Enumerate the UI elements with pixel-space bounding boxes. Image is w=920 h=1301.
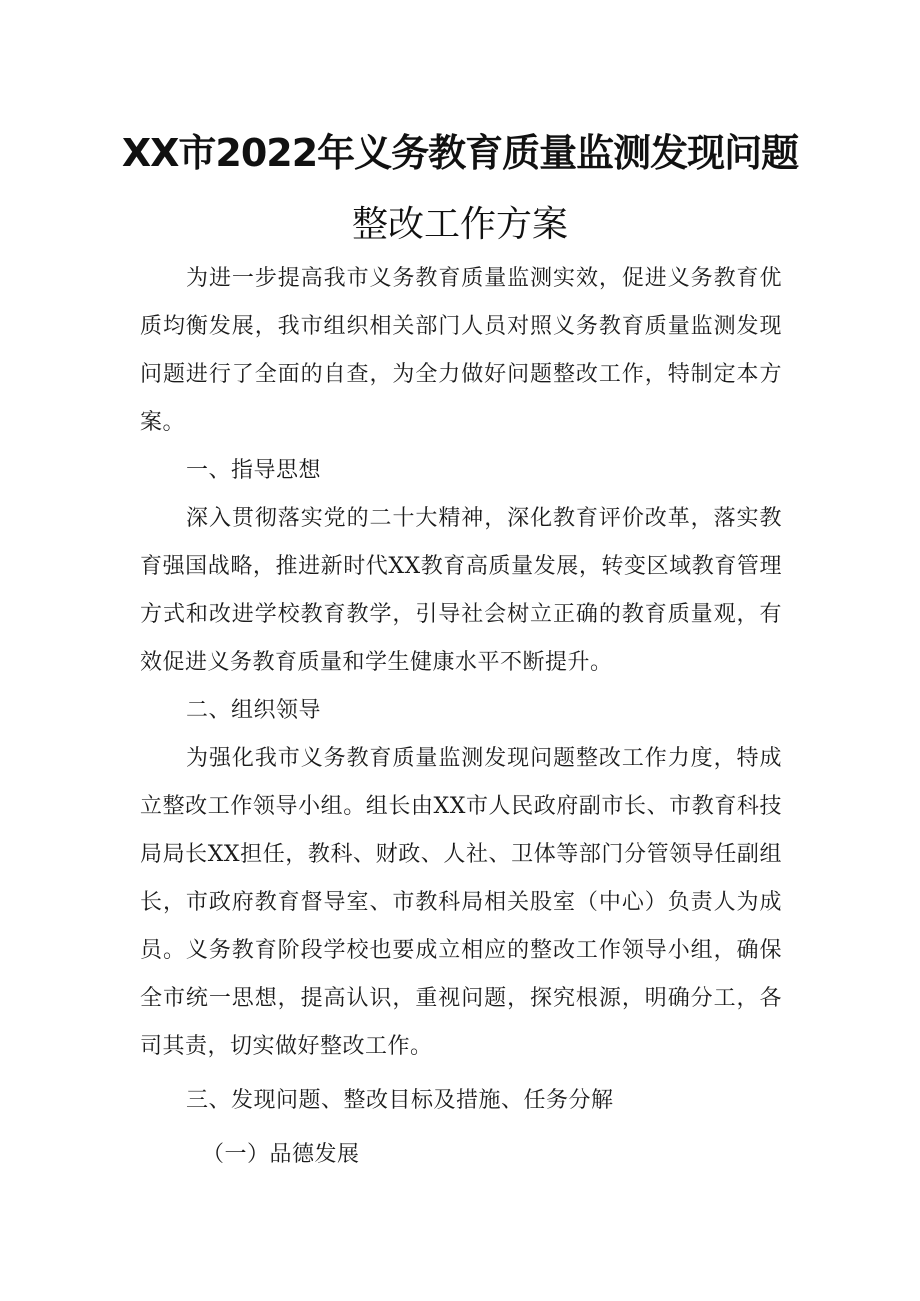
section2-paragraph: 为强化我市义务教育质量监测发现问题整改工作力度，特成立整改工作领导小组。组长由XX市人民政府副市长、市教育科技局局长XX担任，教科、财政、人社、卫体等部门分管领导任副组长，市政府教育督导室、市教科局相关股室（中心）负责人为成员。义务教育阶段学校也要成立相应的整改工作领导小组，确保全市统一思想，提高认识，重视问题，探究根源，明确分工，各司其责，切实做好整改工作。: [140, 746, 782, 1059]
section1-paragraph: 深入贯彻落实党的二十大精神，深化教育评价改革，落实教育强国战略，推进新时代XX教育高质量发展，转变区域教育管理方式和改进学校教育教学，引导社会树立正确的教育质量观，有效促进义务教育质量和学生健康水平不断提升。: [140, 506, 782, 675]
document-body: [140, 255, 782, 1179]
section2-heading: 二、组织领导: [186, 698, 322, 723]
document-title-line1: XX市2022年义务教育质量监测发现问题: [121, 131, 799, 175]
document-title-line2: 整改工作方案: [351, 204, 568, 245]
intro-paragraph: 为进一步提高我市义务教育质量监测实效，促进义务教育优质均衡发展，我市组织相关部门人员对照义务教育质量监测发现问题进行了全面的自查，为全力做好问题整改工作，特制定本方案。: [140, 266, 782, 435]
section1-heading: 一、指导思想: [186, 458, 322, 483]
section3-heading: 三、发现问题、整改目标及措施、任务分解: [186, 1088, 614, 1113]
subsection1-heading: （一）品德发展: [202, 1142, 360, 1167]
